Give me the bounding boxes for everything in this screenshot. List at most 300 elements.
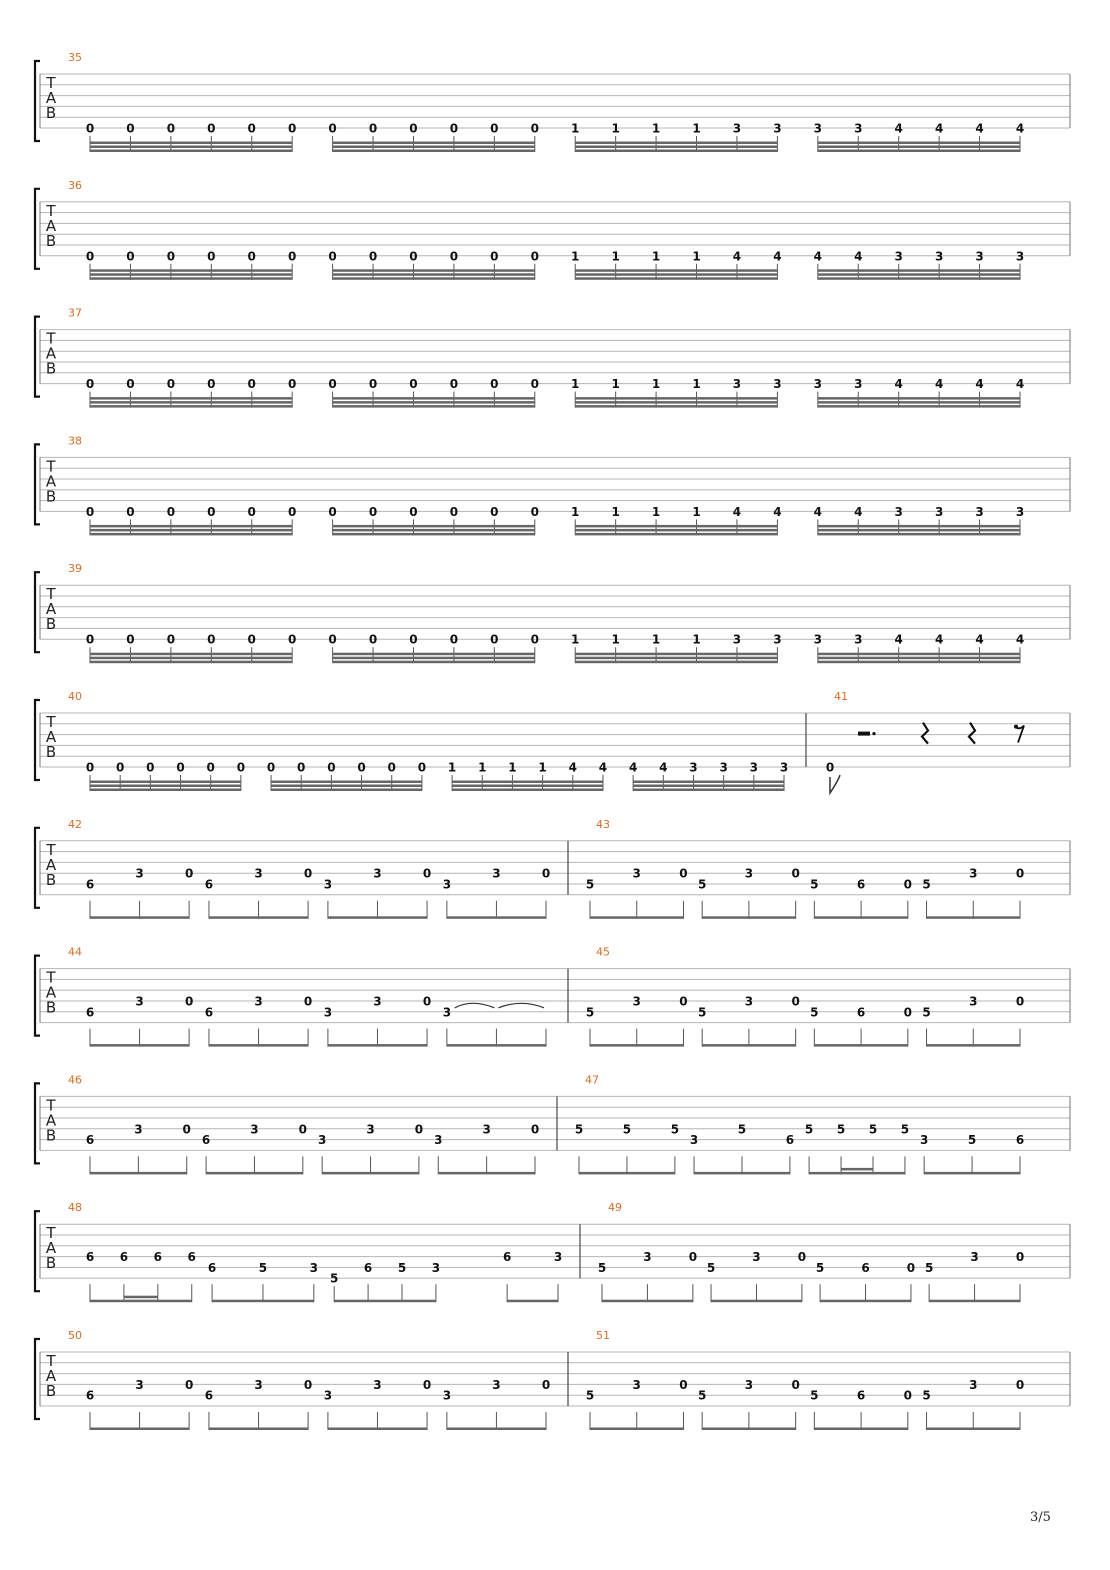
fret-number: 3 xyxy=(632,866,641,881)
beam xyxy=(333,533,535,536)
beam xyxy=(818,401,1020,404)
beam xyxy=(841,1168,873,1171)
fret-number: 1 xyxy=(692,249,701,264)
fret-number: 5 xyxy=(574,1122,584,1137)
beam xyxy=(818,525,1020,528)
beam xyxy=(90,405,292,408)
fret-number: 0 xyxy=(530,504,539,519)
beam xyxy=(333,146,535,149)
beam xyxy=(575,529,777,532)
beam xyxy=(90,146,292,149)
fret-number: 0 xyxy=(266,760,276,775)
beam xyxy=(809,1172,905,1175)
beam xyxy=(924,1172,1020,1175)
fret-number: 3 xyxy=(719,760,728,775)
system-bracket xyxy=(35,61,40,141)
fret-number: 5 xyxy=(329,1271,339,1286)
fret-number: 3 xyxy=(749,760,759,775)
fret-number: 3 xyxy=(894,504,903,519)
fret-number: 3 xyxy=(919,1133,929,1148)
beam xyxy=(818,142,1020,145)
fret-number: 0 xyxy=(247,632,256,647)
beam xyxy=(575,269,777,272)
fret-number: 0 xyxy=(206,760,215,775)
fret-number: 3 xyxy=(732,377,742,392)
fret-number: 0 xyxy=(184,866,194,881)
beam xyxy=(333,405,535,408)
fret-number: 3 xyxy=(373,994,382,1009)
fret-number: 0 xyxy=(368,504,378,519)
beam xyxy=(90,916,189,919)
fret-number: 0 xyxy=(236,760,246,775)
fret-number: 0 xyxy=(679,866,688,881)
fret-number: 1 xyxy=(538,760,547,775)
page-number: 3/5 xyxy=(1030,1510,1051,1525)
fret-number: 5 xyxy=(967,1133,977,1148)
fret-number: 5 xyxy=(922,1005,931,1020)
fret-number: 3 xyxy=(969,1377,978,1392)
beam xyxy=(507,1300,558,1303)
fret-number: 0 xyxy=(422,1377,432,1392)
beam xyxy=(447,1428,546,1431)
measure-number: 49 xyxy=(608,1201,622,1215)
measure-number: 46 xyxy=(68,1073,82,1087)
fret-number: 5 xyxy=(922,877,931,892)
fret-number: 1 xyxy=(571,377,580,392)
fret-number: 3 xyxy=(250,1122,259,1137)
fret-number: 6 xyxy=(204,1388,214,1403)
fret-number: 0 xyxy=(287,504,297,519)
fret-number: 0 xyxy=(791,1377,800,1392)
fret-number: 5 xyxy=(585,1005,595,1020)
beam xyxy=(818,277,1020,280)
fret-number: 3 xyxy=(934,504,944,519)
fret-number: 5 xyxy=(622,1122,632,1137)
measure-number: 40 xyxy=(68,690,82,703)
fret-number: 0 xyxy=(1015,994,1025,1009)
measure-number: 38 xyxy=(68,434,82,448)
fret-number: 3 xyxy=(442,877,452,892)
fret-number: 4 xyxy=(1015,632,1025,647)
beam xyxy=(814,1044,907,1047)
fret-number: 0 xyxy=(166,121,176,136)
staff-system xyxy=(35,690,1070,793)
fret-number: 0 xyxy=(328,377,337,392)
fret-number: 4 xyxy=(659,760,668,775)
tab-clef-letter: B xyxy=(45,487,57,506)
fret-number: 3 xyxy=(689,760,698,775)
staff-system xyxy=(35,51,1070,152)
tab-clef-letter: T xyxy=(46,457,56,476)
fret-number: 5 xyxy=(397,1260,407,1275)
fret-number: 0 xyxy=(409,377,418,392)
fret-number: 1 xyxy=(571,504,580,519)
fret-number: 5 xyxy=(804,1122,814,1137)
fret-number: 0 xyxy=(1015,1377,1025,1392)
system-bracket xyxy=(35,1339,40,1419)
beam xyxy=(818,405,1020,408)
fret-number: 0 xyxy=(327,760,336,775)
fret-number: 0 xyxy=(182,1122,191,1137)
beam xyxy=(818,146,1020,149)
tab-clef-letter: A xyxy=(45,728,57,746)
fret-number: 3 xyxy=(135,1377,144,1392)
beam xyxy=(927,1044,1020,1047)
beam xyxy=(271,785,422,788)
fret-number: 1 xyxy=(571,249,580,264)
fret-number: 0 xyxy=(409,504,418,519)
beam xyxy=(271,789,422,792)
beam xyxy=(452,789,603,792)
fret-number: 0 xyxy=(530,377,539,392)
fret-number: 3 xyxy=(744,866,754,881)
fret-number: 0 xyxy=(166,249,176,264)
system-bracket xyxy=(35,828,40,908)
eighth-note-flag xyxy=(830,775,840,793)
beam xyxy=(447,1044,546,1047)
fret-number: 6 xyxy=(85,877,95,892)
staff-system xyxy=(35,434,1070,535)
system-bracket xyxy=(35,1211,40,1291)
beam xyxy=(209,1428,308,1431)
system-bracket xyxy=(35,444,40,524)
beam xyxy=(818,150,1020,153)
fret-number: 4 xyxy=(773,249,782,264)
staff-system xyxy=(35,562,1070,663)
tab-clef-letter: A xyxy=(45,344,57,363)
tab-clef-letter: B xyxy=(45,231,57,250)
fret-number: 5 xyxy=(810,1388,819,1403)
fret-number: 0 xyxy=(449,121,459,136)
beam xyxy=(927,916,1020,919)
beam xyxy=(90,785,241,788)
fret-number: 3 xyxy=(643,1250,652,1265)
fret-number: 4 xyxy=(975,632,984,647)
fret-number: 1 xyxy=(508,760,517,775)
beam xyxy=(333,397,535,400)
fret-number: 0 xyxy=(409,249,418,264)
fret-number: 5 xyxy=(597,1260,607,1275)
fret-number: 4 xyxy=(975,121,984,136)
fret-number: 4 xyxy=(934,121,944,136)
fret-number: 1 xyxy=(692,632,701,647)
fret-number: 4 xyxy=(894,632,903,647)
fret-number: 0 xyxy=(85,121,95,136)
tab-clef-letter: A xyxy=(45,1239,57,1258)
fret-number: 4 xyxy=(598,760,608,775)
tab-clef-letter: B xyxy=(45,870,57,889)
beam xyxy=(90,661,292,664)
fret-number: 4 xyxy=(894,377,903,392)
fret-number: 0 xyxy=(207,504,216,519)
fret-number: 1 xyxy=(611,377,620,392)
fret-number: 0 xyxy=(541,866,551,881)
tab-clef-letter: A xyxy=(45,1367,57,1385)
fret-number: 5 xyxy=(924,1260,934,1275)
beam xyxy=(818,397,1020,400)
beam xyxy=(575,405,777,408)
fret-number: 0 xyxy=(303,994,313,1009)
fret-number: 5 xyxy=(868,1122,878,1137)
fret-number: 3 xyxy=(442,1388,452,1403)
fret-number: 3 xyxy=(309,1260,319,1275)
fret-number: 3 xyxy=(779,760,789,775)
fret-number: 3 xyxy=(969,994,978,1009)
fret-number: 0 xyxy=(184,994,194,1009)
fret-number: 0 xyxy=(207,249,216,264)
fret-number: 3 xyxy=(632,1377,641,1392)
tab-clef-letter: T xyxy=(46,201,56,220)
fret-number: 0 xyxy=(247,504,256,519)
fret-number: 6 xyxy=(785,1133,795,1148)
fret-number: 0 xyxy=(328,504,337,519)
beam xyxy=(694,1172,790,1175)
beam xyxy=(818,533,1020,536)
fret-number: 0 xyxy=(530,1122,540,1137)
beam xyxy=(818,529,1020,532)
fret-number: 6 xyxy=(201,1133,211,1148)
beam xyxy=(575,533,777,536)
fret-number: 0 xyxy=(490,121,499,136)
beam xyxy=(206,1172,303,1175)
beam xyxy=(702,1428,795,1431)
beam xyxy=(90,1172,187,1175)
beam xyxy=(927,1428,1020,1431)
fret-number: 3 xyxy=(135,866,144,881)
beam xyxy=(271,781,422,784)
fret-number: 0 xyxy=(825,760,835,775)
fret-number: 0 xyxy=(85,504,95,519)
fret-number: 0 xyxy=(903,1388,913,1403)
fret-number: 3 xyxy=(752,1250,761,1265)
fret-number: 3 xyxy=(744,1377,754,1392)
fret-number: 5 xyxy=(697,877,707,892)
fret-number: 1 xyxy=(571,121,580,136)
fret-number: 3 xyxy=(970,1250,979,1265)
beam xyxy=(328,916,427,919)
tab-clef-letter: A xyxy=(45,89,57,107)
tab-clef-letter: B xyxy=(45,104,57,122)
system-bracket xyxy=(35,956,40,1036)
staff-system xyxy=(35,307,1070,408)
fret-number: 0 xyxy=(490,504,499,519)
dotted-half-rest xyxy=(858,732,870,736)
fret-number: 6 xyxy=(153,1250,163,1265)
system-bracket xyxy=(35,189,40,269)
beam xyxy=(90,781,241,784)
tab-clef-letter: B xyxy=(45,743,57,761)
fret-number: 1 xyxy=(611,504,620,519)
fret-number: 6 xyxy=(861,1260,870,1275)
beam xyxy=(328,1428,427,1431)
fret-number: 3 xyxy=(975,504,984,519)
fret-number: 0 xyxy=(298,1122,308,1137)
fret-number: 0 xyxy=(903,877,913,892)
fret-number: 3 xyxy=(1015,249,1025,264)
fret-number: 3 xyxy=(813,377,823,392)
fret-number: 5 xyxy=(836,1122,846,1137)
measure-number: 51 xyxy=(596,1329,610,1342)
fret-number: 0 xyxy=(387,760,396,775)
fret-number: 3 xyxy=(773,632,782,647)
fret-number: 5 xyxy=(900,1122,910,1137)
quarter-rest xyxy=(922,723,928,744)
beam xyxy=(209,1044,308,1047)
beam xyxy=(575,661,777,664)
beam xyxy=(90,525,292,528)
quarter-rest xyxy=(969,723,975,744)
beam xyxy=(633,781,784,784)
fret-number: 0 xyxy=(328,249,337,264)
fret-number: 0 xyxy=(207,121,216,136)
beam xyxy=(575,401,777,404)
fret-number: 0 xyxy=(207,377,216,392)
system-bracket xyxy=(35,572,40,652)
fret-number: 4 xyxy=(854,504,863,519)
staff-system xyxy=(35,1329,1070,1430)
tab-clef-letter: A xyxy=(45,983,57,1002)
beam xyxy=(702,916,795,919)
beam xyxy=(333,529,535,532)
fret-number: 6 xyxy=(207,1260,217,1275)
beam xyxy=(575,146,777,149)
fret-number: 6 xyxy=(856,877,866,892)
fret-number: 0 xyxy=(184,1377,194,1392)
fret-number: 3 xyxy=(632,994,641,1009)
beam xyxy=(333,273,535,276)
beam xyxy=(820,1300,911,1303)
fret-number: 6 xyxy=(119,1250,129,1265)
beam xyxy=(575,150,777,153)
fret-number: 3 xyxy=(434,1133,443,1148)
fret-number: 0 xyxy=(287,121,297,136)
beam xyxy=(90,789,241,792)
fret-number: 0 xyxy=(368,632,378,647)
fret-number: 3 xyxy=(254,866,263,881)
beam xyxy=(818,269,1020,272)
fret-number: 3 xyxy=(323,1388,333,1403)
beam xyxy=(438,1172,535,1175)
beam xyxy=(90,273,292,276)
beam xyxy=(333,401,535,404)
beam xyxy=(333,653,535,656)
fret-number: 0 xyxy=(126,632,135,647)
eighth-rest-head xyxy=(1014,725,1018,729)
tie xyxy=(498,1003,544,1008)
fret-number: 0 xyxy=(85,632,95,647)
fret-number: 3 xyxy=(254,994,263,1009)
fret-number: 3 xyxy=(773,121,782,136)
measure-number: 50 xyxy=(68,1329,82,1342)
fret-number: 0 xyxy=(328,632,337,647)
beam xyxy=(590,1428,683,1431)
fret-number: 4 xyxy=(813,504,823,519)
measure-number: 47 xyxy=(585,1073,599,1087)
fret-number: 5 xyxy=(737,1122,747,1137)
tab-clef-letter: A xyxy=(45,216,57,235)
beam xyxy=(333,277,535,280)
beam xyxy=(590,916,683,919)
fret-number: 0 xyxy=(449,504,459,519)
fret-number: 3 xyxy=(854,632,863,647)
fret-number: 1 xyxy=(651,504,661,519)
beam xyxy=(333,525,535,528)
fret-number: 0 xyxy=(490,632,499,647)
fret-number: 0 xyxy=(207,632,216,647)
fret-number: 0 xyxy=(490,249,499,264)
fret-number: 3 xyxy=(854,377,863,392)
beam xyxy=(579,1172,675,1175)
fret-number: 0 xyxy=(126,504,135,519)
beam xyxy=(602,1300,693,1303)
fret-number: 3 xyxy=(744,994,754,1009)
fret-number: 0 xyxy=(126,249,135,264)
beam xyxy=(90,142,292,145)
beam xyxy=(333,150,535,153)
fret-number: 3 xyxy=(134,1122,143,1137)
fret-number: 4 xyxy=(854,249,863,264)
fret-number: 0 xyxy=(368,121,378,136)
beam xyxy=(333,657,535,660)
beam xyxy=(209,916,308,919)
measure-number: 37 xyxy=(68,306,82,320)
beam xyxy=(212,1300,314,1303)
fret-number: 3 xyxy=(366,1122,375,1137)
fret-number: 6 xyxy=(856,1388,866,1403)
fret-number: 0 xyxy=(85,377,95,392)
fret-number: 4 xyxy=(934,632,944,647)
beam xyxy=(90,401,292,404)
tab-clef-letter: B xyxy=(45,1254,57,1273)
beam xyxy=(90,397,292,400)
fret-number: 4 xyxy=(628,760,638,775)
fret-number: 0 xyxy=(247,121,256,136)
beam xyxy=(590,1044,683,1047)
fret-number: 3 xyxy=(373,1377,382,1392)
fret-number: 5 xyxy=(922,1388,931,1403)
fret-number: 0 xyxy=(422,994,432,1009)
tab-clef-letter: B xyxy=(45,1126,57,1145)
beam xyxy=(334,1300,436,1303)
tab-clef-letter: T xyxy=(46,713,56,731)
fret-number: 0 xyxy=(166,632,176,647)
fret-number: 3 xyxy=(431,1260,441,1275)
fret-number: 1 xyxy=(651,632,661,647)
measure-number: 48 xyxy=(68,1201,82,1215)
measure-number: 39 xyxy=(68,562,82,576)
tab-clef-letter: A xyxy=(45,472,57,491)
fret-number: 3 xyxy=(482,1122,491,1137)
fret-number: 0 xyxy=(414,1122,424,1137)
fret-number: 3 xyxy=(975,249,984,264)
fret-number: 0 xyxy=(490,377,499,392)
beam xyxy=(818,273,1020,276)
system-bracket xyxy=(35,1083,40,1163)
tab-clef-letter: B xyxy=(45,615,57,634)
fret-number: 0 xyxy=(166,377,176,392)
fret-number: 1 xyxy=(651,249,661,264)
fret-number: 1 xyxy=(692,121,701,136)
beam xyxy=(333,142,535,145)
fret-number: 0 xyxy=(688,1250,698,1265)
fret-number: 0 xyxy=(328,121,337,136)
fret-number: 6 xyxy=(85,1005,95,1020)
fret-number: 5 xyxy=(697,1005,707,1020)
measure-number: 36 xyxy=(68,178,82,192)
tab-clef-letter: T xyxy=(46,968,56,987)
fret-number: 5 xyxy=(815,1260,825,1275)
staff-system xyxy=(35,946,1070,1047)
